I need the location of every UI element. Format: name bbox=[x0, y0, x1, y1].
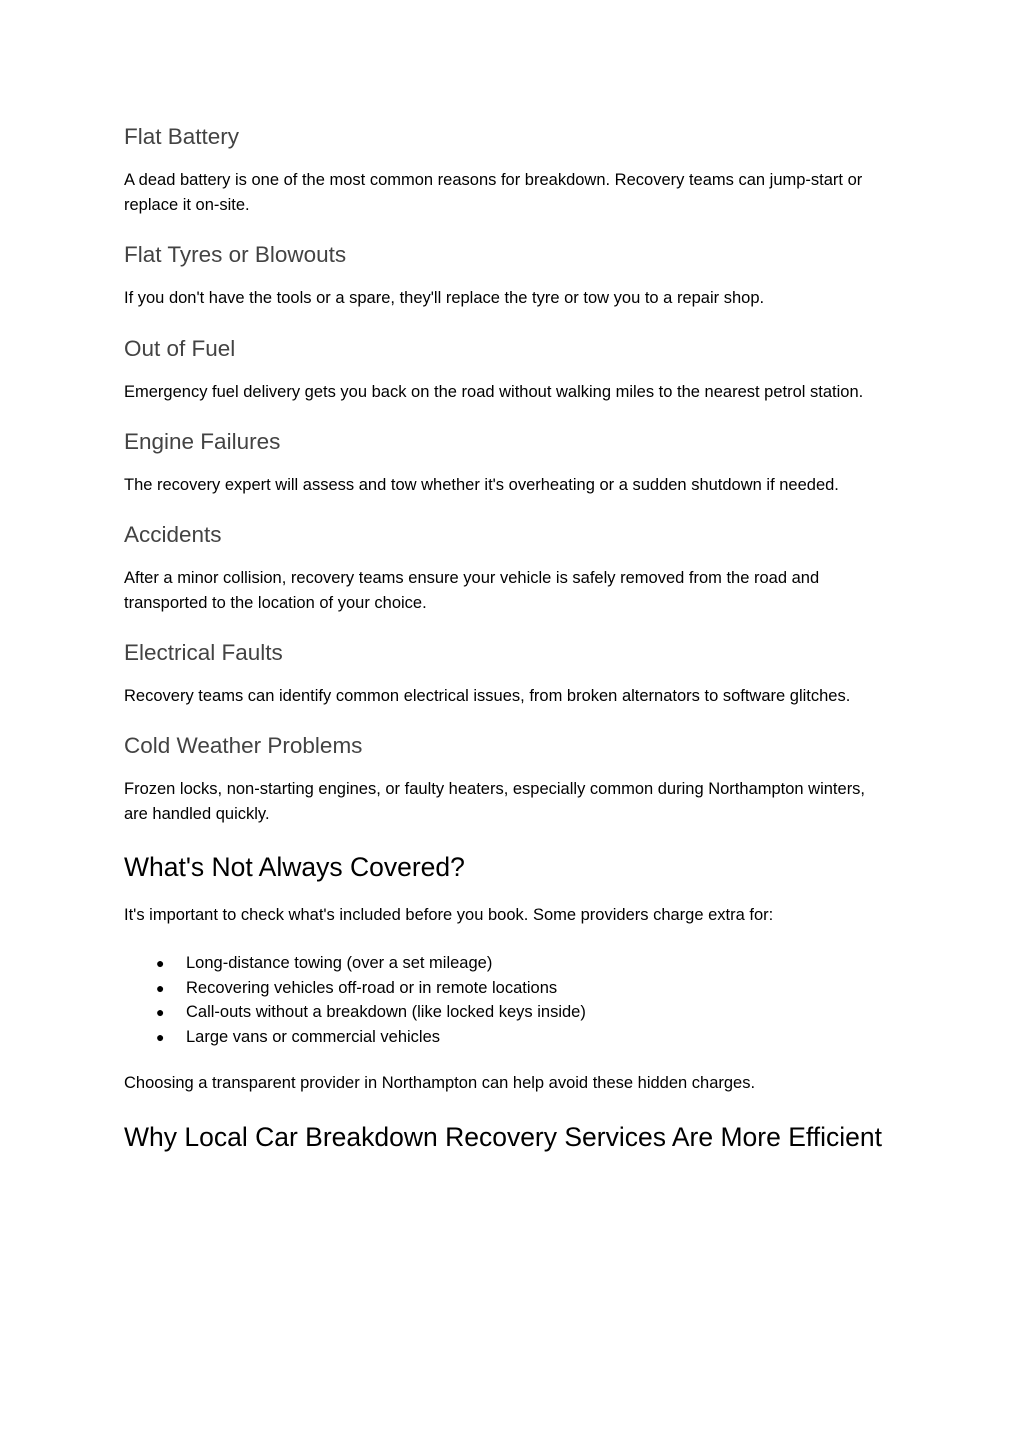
list-item-text: Recovering vehicles off-road or in remote locations bbox=[186, 978, 558, 997]
bullet-icon: ● bbox=[156, 1004, 165, 1020]
bullet-icon: ● bbox=[156, 1028, 165, 1045]
list-item-text: Call-outs without a breakdown (like locked keys inside) bbox=[186, 1003, 586, 1021]
list-item bbox=[124, 951, 884, 976]
not-covered-closing: Choosing a transparent provider in Northampton can help avoid these hidden charges. bbox=[124, 1074, 756, 1092]
section-body-flat-tyres: If you don't have the tools or a spare, they'll replace the tyre or tow you to a repair shop. bbox=[124, 289, 765, 307]
section-heading-accidents: Accidents bbox=[124, 522, 222, 547]
section-body-engine-failures: The recovery expert will assess and tow whether it's overheating or a sudden shutdown if needed. bbox=[124, 476, 839, 494]
local-services-heading: Why Local Car Breakdown Recovery Services Are More Efficient bbox=[124, 1122, 883, 1152]
section-heading-flat-tyres: Flat Tyres or Blowouts bbox=[124, 242, 347, 267]
section-body-cold-weather: Frozen locks, non-starting engines, or faulty heaters, especially common during Northampton winters, are handled quickly. bbox=[124, 780, 866, 823]
section-body-out-of-fuel: Emergency fuel delivery gets you back on the road without walking miles to the nearest petrol station. bbox=[124, 383, 864, 401]
list-item bbox=[124, 1000, 884, 1025]
section-heading-cold-weather: Cold Weather Problems bbox=[124, 733, 363, 758]
bullet-icon: ● bbox=[156, 955, 165, 971]
section-heading-engine-failures: Engine Failures bbox=[124, 429, 281, 454]
list-item bbox=[124, 976, 884, 1001]
list-item-text: Long-distance towing (over a set mileage) bbox=[186, 954, 493, 972]
not-covered-list bbox=[124, 951, 884, 1049]
section-body-flat-battery: A dead battery is one of the most common reasons for breakdown. Recovery teams can jump-start or replace it on-site. bbox=[124, 171, 863, 214]
section-heading-out-of-fuel: Out of Fuel bbox=[124, 336, 236, 361]
list-item bbox=[124, 1025, 884, 1050]
bullet-icon: ● bbox=[156, 979, 165, 996]
section-heading-electrical-faults: Electrical Faults bbox=[124, 640, 283, 665]
section-body-electrical-faults: Recovery teams can identify common electrical issues, from broken alternators to software glitches. bbox=[124, 687, 851, 705]
not-covered-intro: It's important to check what's included before you book. Some providers charge extra for: bbox=[124, 906, 774, 924]
document-page bbox=[124, 122, 884, 1173]
section-heading-flat-battery: Flat Battery bbox=[124, 124, 240, 149]
list-item-text: Large vans or commercial vehicles bbox=[186, 1027, 441, 1046]
not-covered-heading: What's Not Always Covered? bbox=[124, 852, 465, 882]
section-body-accidents: After a minor collision, recovery teams ensure your vehicle is safely removed from the road and transported to the location of your choice. bbox=[124, 569, 820, 612]
